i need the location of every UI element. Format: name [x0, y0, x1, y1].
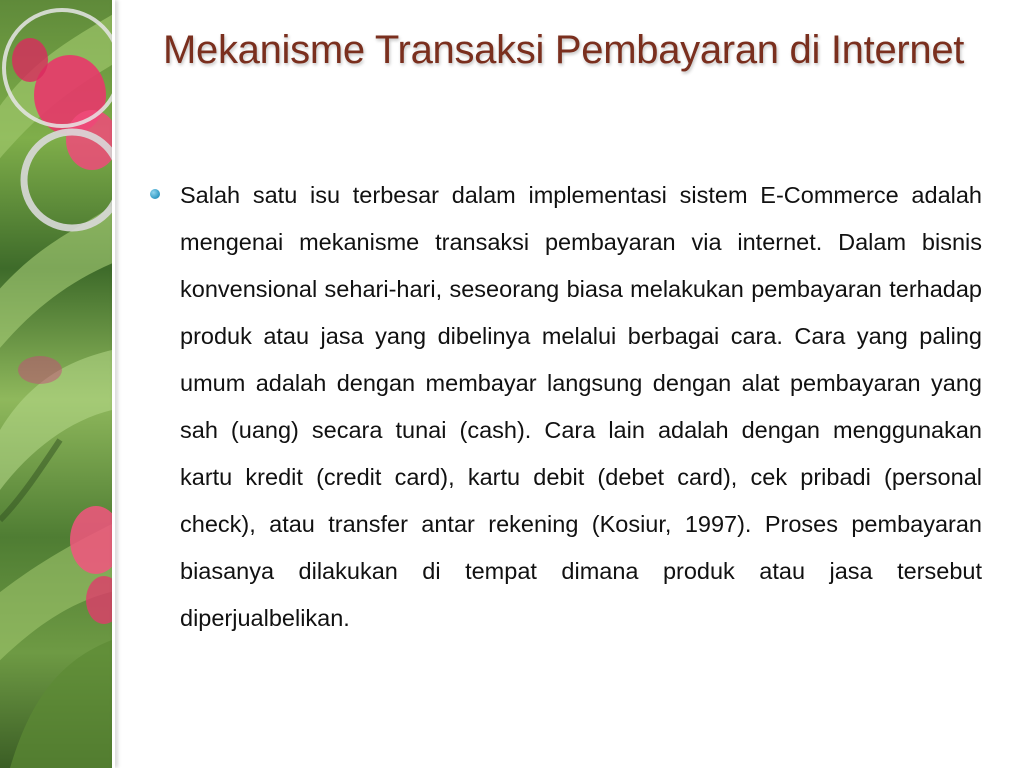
bullet-icon: [150, 189, 160, 199]
list-item: [150, 172, 982, 642]
photo-border: [112, 0, 115, 768]
bullet-list: [150, 172, 982, 642]
slide-title: Mekanisme Transaksi Pembayaran di Internet: [163, 28, 965, 72]
bullet-text: Salah satu isu terbesar dalam implementasi sistem E-Commerce adalah mengenai mekanisme transaksi pembayaran via internet. Dalam bisnis konvensional sehari-hari, seseorang biasa melakukan pembayaran terhadap produk atau jasa yang dibelinya melalui berbagai cara. Cara yang paling umum adalah dengan membayar langsung dengan alat pembayaran yang sah (uang) secara tunai (cash). Cara lain adalah dengan menggunakan kartu kredit (credit card), kartu debit (debet card), cek pribadi (personal check), atau transfer antar rekening (Kosiur, 1997). Proses pembayaran biasanya dilakukan di tempat dimana produk atau jasa tersebut diperjualbelikan.: [180, 182, 982, 631]
flower-leaves-illustration: [0, 0, 112, 768]
decorative-flower-photo: [0, 0, 112, 768]
